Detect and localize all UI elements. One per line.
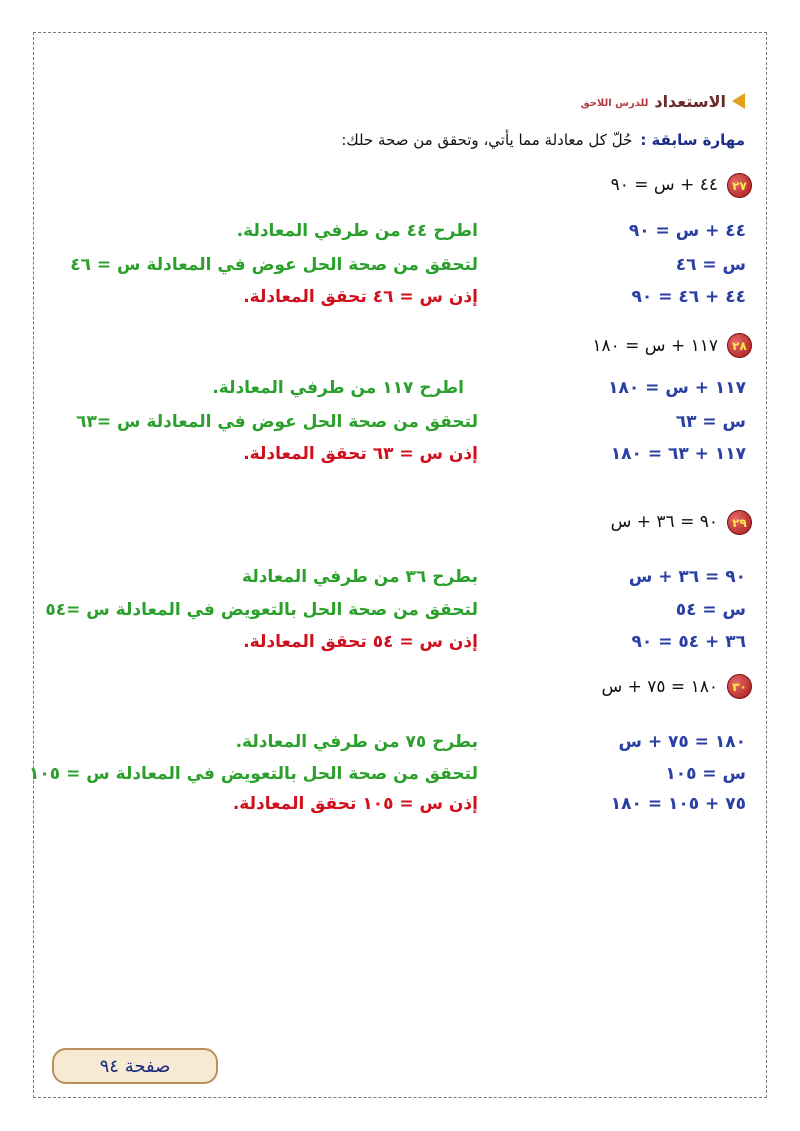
work-step: ٣٦ + ٥٤ = ٩٠: [631, 632, 746, 652]
problem-number-badge: ٢٨: [727, 333, 752, 358]
work-step: ٧٥ + ١٠٥ = ١٨٠: [610, 794, 746, 814]
work-step: س = ٥٤: [675, 600, 746, 620]
note-line: اطرح ١١٧ من طرفي المعادلة.: [212, 378, 464, 398]
note-line: لتحقق من صحة الحل بالتعويض في المعادلة س = ١٠٥: [29, 764, 478, 784]
problem-number-badge: ٢٧: [727, 173, 752, 198]
work-step: ٤٤ + س = ٩٠: [628, 221, 746, 241]
skill-instructions: حُلّ كل معادلة مما يأتي، وتحقق من صحة حلك:: [341, 131, 633, 149]
page-number: صفحة ٩٤: [99, 1055, 171, 1077]
work-step: س = ٦٣: [675, 412, 746, 432]
work-step: س = ٤٦: [675, 255, 746, 275]
note-line: اطرح ٤٤ من طرفي المعادلة.: [236, 221, 478, 241]
problem-number-badge: ٢٩: [727, 510, 752, 535]
work-step: ٤٤ + ٤٦ = ٩٠: [631, 287, 746, 307]
conclusion-line: إذن س = ٥٤ تحقق المعادلة.: [243, 632, 478, 652]
header-subtitle: للدرس اللاحق: [580, 97, 649, 109]
work-step: ٩٠ = ٣٦ + س: [628, 567, 746, 587]
conclusion-line: إذن س = ٤٦ تحقق المعادلة.: [243, 287, 478, 307]
problem-equation: ١١٧ + س = ١٨٠: [592, 336, 718, 356]
problem-equation: ٤٤ + س = ٩٠: [610, 175, 718, 195]
conclusion-line: إذن س = ٦٣ تحقق المعادلة.: [243, 444, 478, 464]
note-line: بطرح ٧٥ من طرفي المعادلة.: [235, 732, 478, 752]
section-header: [581, 88, 745, 114]
skill-label: مهارة سابقة :: [640, 131, 745, 149]
page-number-box: [52, 1048, 218, 1084]
note-line: لتحقق من صحة الحل عوض في المعادلة س =٦٣: [76, 412, 478, 432]
triangle-icon: [732, 93, 745, 109]
skill-line: [341, 128, 745, 152]
conclusion-line: إذن س = ١٠٥ تحقق المعادلة.: [232, 794, 478, 814]
note-line: لتحقق من صحة الحل بالتعويض في المعادلة س =٥٤: [45, 600, 478, 620]
work-step: ١١٧ + ٦٣ = ١٨٠: [610, 444, 746, 464]
problem-equation: ١٨٠ = ٧٥ + س: [601, 677, 718, 697]
problem-number-badge: ٣٠: [727, 674, 752, 699]
note-line: لتحقق من صحة الحل عوض في المعادلة س = ٤٦: [70, 255, 478, 275]
note-line: بطرح ٣٦ من طرفي المعادلة: [242, 567, 478, 587]
problem-equation: ٩٠ = ٣٦ + س: [610, 512, 718, 532]
work-step: ١١٧ + س = ١٨٠: [608, 378, 746, 398]
work-step: ١٨٠ = ٧٥ + س: [618, 732, 746, 752]
header-title: الاستعداد: [654, 91, 726, 111]
work-step: س = ١٠٥: [665, 764, 746, 784]
